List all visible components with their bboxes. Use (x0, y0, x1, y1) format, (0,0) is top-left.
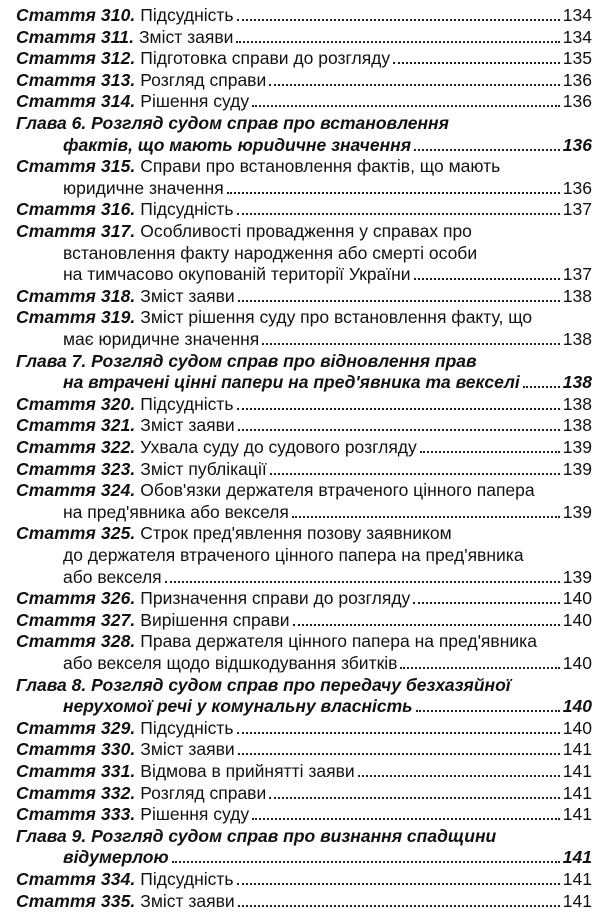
article-number: Стаття 325. (16, 523, 136, 544)
page-number: 134 (562, 26, 592, 47)
toc-line (0, 782, 600, 804)
article-number: Стаття 316. (16, 199, 136, 220)
toc-line (0, 695, 600, 717)
article-number: Стаття 327. (16, 609, 136, 630)
toc-line-content (16, 112, 449, 134)
page-number: 139 (562, 437, 592, 457)
toc-line (0, 90, 600, 112)
toc-line (0, 760, 600, 782)
article-number: Стаття 324. (16, 480, 136, 501)
article-number: Стаття 320. (16, 393, 136, 414)
article-number: Стаття 319. (16, 307, 136, 328)
article-number: Стаття 334. (16, 869, 136, 889)
page-number: 138 (562, 415, 592, 436)
dot-leader (269, 84, 560, 86)
article-number: Стаття 310. (16, 5, 136, 25)
toc-line-content (16, 609, 592, 631)
dot-leader (237, 408, 560, 410)
toc-line (0, 674, 600, 696)
toc-line-content (63, 371, 592, 393)
toc-line (0, 825, 600, 847)
toc-line (0, 738, 600, 760)
toc-line (0, 717, 600, 739)
toc-line (0, 220, 600, 242)
dot-leader (238, 753, 560, 755)
page-number: 136 (562, 134, 592, 155)
article-number: Стаття 329. (16, 717, 136, 738)
article-title: Підсудність (140, 393, 234, 414)
toc-line-content (16, 674, 511, 696)
toc-line-content (16, 26, 592, 48)
toc-line (0, 155, 600, 177)
toc-line-content (63, 328, 592, 350)
toc-line (0, 242, 600, 264)
dot-leader (416, 710, 560, 712)
article-title: Справи про встановлення фактів, що мають (140, 156, 501, 177)
article-title: Вирішення справи (140, 609, 290, 630)
toc-line (0, 846, 600, 868)
page-number: 137 (562, 264, 592, 285)
page-number: 141 (562, 782, 592, 803)
dot-leader (393, 62, 560, 64)
toc-line (0, 544, 600, 566)
article-title: Ухвала суду до судового розгляду (140, 437, 417, 457)
toc-line (0, 868, 600, 890)
toc-line (0, 371, 600, 393)
article-title: Підсудність (140, 5, 234, 25)
page-number: 134 (562, 5, 592, 25)
article-number: Стаття 328. (16, 631, 136, 652)
toc-line-content (16, 393, 592, 415)
chapter-title: Глава 8. Розгляд судом справ про передачу безхазяйної (16, 674, 511, 695)
article-number: Стаття 331. (16, 761, 136, 781)
page-number: 139 (562, 501, 592, 522)
dot-leader (237, 19, 560, 21)
dot-leader (414, 278, 560, 280)
article-title: Підсудність (140, 717, 234, 738)
page-number: 141 (562, 804, 592, 825)
toc-line-content (63, 263, 592, 285)
toc-line (0, 436, 600, 458)
article-title: Зміст заяви (140, 415, 235, 436)
toc-line (0, 350, 600, 372)
dot-leader (227, 192, 560, 194)
article-number: Стаття 317. (16, 221, 136, 241)
dot-leader (238, 905, 560, 907)
page-number: 139 (562, 458, 592, 479)
article-number: Стаття 315. (16, 156, 136, 177)
dot-leader (269, 797, 560, 799)
article-number: Стаття 321. (16, 415, 136, 436)
page-number: 140 (562, 609, 592, 630)
toc-line-content (16, 306, 532, 328)
toc-line-content (16, 868, 592, 890)
dot-leader (400, 667, 559, 669)
toc-line (0, 4, 600, 26)
page-number: 140 (562, 696, 592, 717)
page-number: 141 (562, 890, 592, 911)
article-title: Зміст заяви (140, 285, 235, 306)
page-number: 141 (562, 761, 592, 781)
chapter-title: відумерлою (63, 847, 169, 868)
article-number: Стаття 335. (16, 890, 136, 911)
dot-leader (237, 883, 560, 885)
article-number: Стаття 333. (16, 804, 136, 825)
page-number: 138 (562, 329, 592, 349)
article-number: Стаття 323. (16, 458, 136, 479)
page-number: 141 (562, 739, 592, 760)
chapter-title: Глава 7. Розгляд судом справ про відновлення прав (16, 350, 477, 371)
toc-line-content (16, 890, 592, 912)
dot-leader (523, 386, 560, 388)
toc-line-content (16, 69, 592, 91)
toc-line-content (16, 717, 592, 739)
toc-line (0, 609, 600, 631)
article-number: Стаття 312. (16, 48, 136, 69)
dot-leader (238, 300, 560, 302)
toc-line-content (63, 695, 592, 717)
article-title: Обов'язки держателя втраченого цінного папера (140, 480, 535, 501)
article-title: Призначення справи до розгляду (140, 588, 411, 609)
page-number: 135 (562, 48, 592, 69)
toc-line-content (63, 544, 524, 566)
page-number: 141 (562, 847, 592, 868)
dot-leader (292, 516, 560, 518)
toc-line-content (16, 414, 592, 436)
toc-line (0, 479, 600, 501)
dot-leader (238, 429, 560, 431)
article-title: юридичне значення (63, 177, 224, 198)
toc-line-content (63, 134, 592, 156)
toc-line (0, 328, 600, 350)
article-title: має юридичне значення (63, 329, 260, 349)
page-number: 137 (562, 199, 592, 220)
dot-leader (420, 451, 560, 453)
article-title: Відмова в прийнятті заяви (140, 761, 355, 781)
article-title: Розгляд справи (140, 782, 267, 803)
toc-line-content (63, 177, 592, 199)
dot-leader (236, 41, 559, 43)
toc-line (0, 458, 600, 480)
toc-line-content (16, 198, 592, 220)
article-title: Зміст заяви (138, 26, 234, 47)
article-title: Особливості провадження у справах про (140, 221, 472, 241)
toc-line (0, 263, 600, 285)
toc-line (0, 587, 600, 609)
toc-line (0, 414, 600, 436)
article-number: Стаття 330. (16, 739, 136, 760)
article-number: Стаття 332. (16, 782, 136, 803)
toc-line (0, 566, 600, 588)
article-title: Зміст публікації (140, 458, 267, 479)
article-title: Строк пред'явлення позову заявником (140, 523, 452, 544)
dot-leader (237, 732, 560, 734)
page-number: 138 (562, 285, 592, 306)
dot-leader (262, 343, 560, 345)
article-title: на пред'явника або векселя (63, 501, 289, 522)
toc-line-content (16, 47, 592, 69)
toc-line-content (16, 587, 592, 609)
dot-leader (413, 602, 560, 604)
article-title: Зміст рішення суду про встановлення факту, що (140, 307, 533, 328)
article-title: або векселя щодо відшкодування збитків (63, 653, 398, 673)
page-number: 136 (562, 177, 592, 198)
toc-line (0, 522, 600, 544)
article-title: Підсудність (140, 869, 234, 889)
toc-line (0, 134, 600, 156)
toc-line-content (16, 630, 537, 652)
article-number: Стаття 322. (16, 437, 136, 457)
article-number: Стаття 311. (16, 26, 135, 47)
chapter-title: Глава 9. Розгляд судом справ про визнання спадщини (16, 825, 497, 846)
article-title: Зміст заяви (140, 739, 235, 760)
page-number: 136 (562, 69, 592, 90)
toc-line-content (63, 566, 592, 588)
dot-leader (172, 861, 560, 863)
toc-line-content (16, 436, 592, 458)
dot-leader (165, 581, 560, 583)
toc-line-content (16, 782, 592, 804)
toc-line (0, 393, 600, 415)
chapter-title: фактів, що мають юридичне значення (63, 134, 412, 155)
dot-leader (414, 149, 560, 151)
toc-line-content (63, 846, 592, 868)
page-number: 141 (562, 869, 592, 889)
toc-line-content (16, 738, 592, 760)
article-title: Зміст заяви (140, 890, 235, 911)
dot-leader (293, 624, 560, 626)
toc-line (0, 306, 600, 328)
toc-line-content (16, 522, 452, 544)
toc-line (0, 26, 600, 48)
article-number: Стаття 313. (16, 69, 136, 90)
toc-line-content (16, 803, 592, 825)
toc-line (0, 652, 600, 674)
chapter-title: Глава 6. Розгляд судом справ про встановлення (16, 113, 449, 133)
page-number: 138 (562, 393, 592, 414)
toc-line (0, 630, 600, 652)
article-title: або векселя (63, 566, 162, 587)
article-title: Розгляд справи (140, 69, 267, 90)
article-title: встановлення факту народження або смерті особи (63, 242, 478, 263)
article-title: Рішення суду (140, 91, 250, 112)
chapter-title: нерухомої речі у комунальну власність (63, 696, 413, 717)
article-title: Підготовка справи до розгляду (140, 48, 391, 69)
article-title: Рішення суду (140, 804, 250, 825)
page-number: 140 (562, 653, 592, 673)
toc-line-content (16, 825, 496, 847)
toc-line-content (16, 90, 592, 112)
toc-line (0, 890, 600, 912)
toc-line-content (16, 350, 477, 372)
page-number: 138 (562, 372, 592, 393)
dot-leader (358, 775, 560, 777)
toc-line-content (63, 501, 592, 523)
page-number: 139 (562, 566, 592, 587)
toc-line (0, 198, 600, 220)
page-number: 140 (562, 717, 592, 738)
toc-line-content (16, 760, 592, 782)
toc-line-content (63, 242, 477, 264)
chapter-title: на втрачені цінні папери на пред'явника та векселі (63, 372, 520, 393)
toc-line (0, 69, 600, 91)
toc-line (0, 177, 600, 199)
toc-line (0, 285, 600, 307)
dot-leader (237, 213, 560, 215)
article-title: Підсудність (140, 199, 234, 220)
article-number: Стаття 314. (16, 91, 136, 112)
toc-line-content (16, 479, 535, 501)
toc-line-content (63, 652, 592, 674)
article-title: на тимчасово окупованій території України (63, 264, 411, 285)
dot-leader (252, 818, 560, 820)
toc-line-content (16, 155, 500, 177)
toc-line-content (16, 285, 592, 307)
dot-leader (252, 105, 560, 107)
page-number: 140 (562, 588, 592, 609)
article-title: до держателя втраченого цінного папера на пред'явника (63, 545, 524, 565)
toc-line-content (16, 458, 592, 480)
article-title: Права держателя цінного папера на пред'явника (140, 631, 537, 652)
toc-line-content (16, 220, 472, 242)
toc-line (0, 112, 600, 134)
toc-line (0, 47, 600, 69)
toc-line-content (16, 4, 592, 26)
toc-line (0, 501, 600, 523)
dot-leader (270, 473, 560, 475)
article-number: Стаття 326. (16, 588, 136, 609)
page-number: 136 (562, 91, 592, 112)
toc-line (0, 803, 600, 825)
article-number: Стаття 318. (16, 285, 136, 306)
